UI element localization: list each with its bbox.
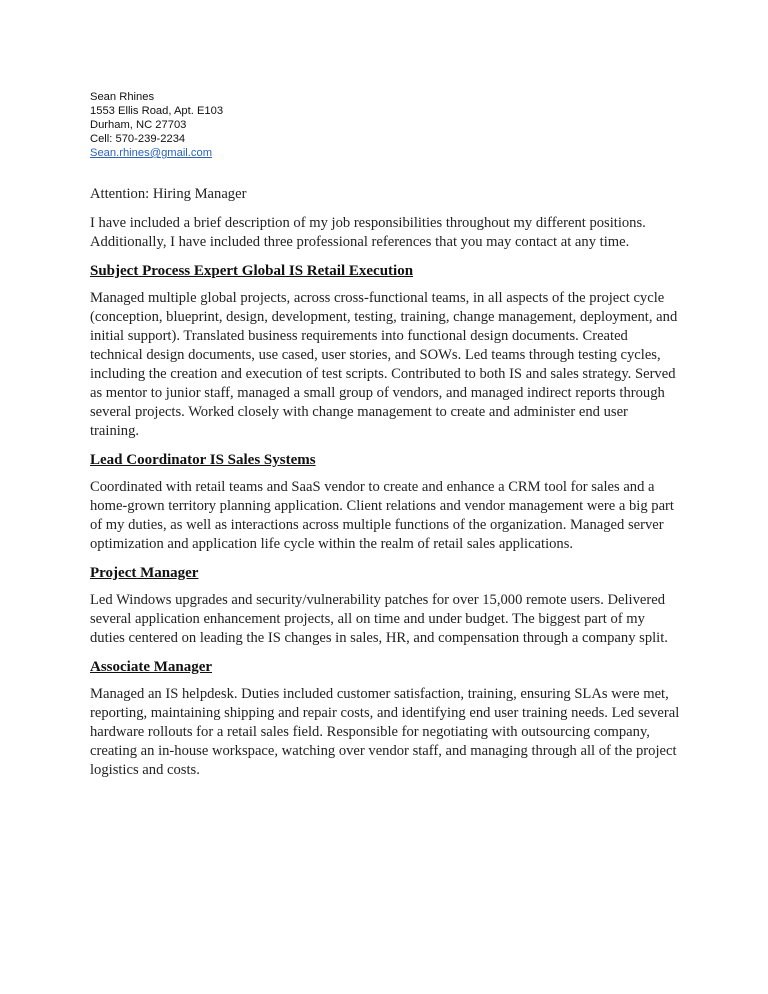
section-title-lead-coordinator: Lead Coordinator IS Sales Systems — [90, 452, 316, 468]
section-body-subject-process-expert: Managed multiple global projects, across cross-functional teams, in all aspects of the project cycle (conception, blueprint, design, development, testing, training, change management, deployment, and initial support). Translated business requirements into functional design documents. Created technical design documents, use cased, user stories, and SOWs. Led teams through testing cycles, including the creation and execution of test scripts. Contributed to both IS and sales strategy. Served as mentor to junior staff, managed a small group of vendors, and managed indirect reports through several projects. Worked closely with change management to create and administer end user training. — [90, 290, 678, 439]
contact-address-line2: Durham, NC 27703 — [90, 119, 187, 131]
intro-paragraph: I have included a brief description of my job responsibilities throughout my different positions. Additionally, I have included three professional references that you may contact at any time. — [90, 215, 646, 250]
section-title-associate-manager: Associate Manager — [90, 659, 213, 675]
section-title-project-manager: Project Manager — [90, 565, 199, 581]
section-body-lead-coordinator: Coordinated with retail teams and SaaS vendor to create and enhance a CRM tool for sales and a home-grown territory planning application. Client relations and vendor management were a big part of my duties, as well as interactions across multiple functions of the organization. Managed server optimization and application life cycle within the realm of retail sales applications. — [90, 479, 674, 552]
section-body-associate-manager: Managed an IS helpdesk. Duties included customer satisfaction, training, ensuring SLAs were met, reporting, maintaining shipping and repair costs, and identifying end user training needs. Led several hardware rollouts for a retail sales field. Responsible for negotiating with outsourcing company, creating an in-house workspace, watching over vendor staff, and managing through all of the project logistics and costs. — [90, 686, 680, 778]
contact-name: Sean Rhines — [90, 91, 155, 103]
contact-cell: Cell: 570-239-2234 — [90, 133, 186, 145]
contact-block — [90, 90, 680, 160]
letter-page — [90, 90, 680, 780]
section-body-project-manager: Led Windows upgrades and security/vulnerability patches for over 15,000 remote users. Delivered several application enhancement projects, all on time and under budget. The biggest part of my duties centered on leading the IS changes in sales, HR, and compensation through a company split. — [90, 592, 668, 646]
contact-address-line1: 1553 Ellis Road, Apt. E103 — [90, 105, 224, 117]
section-title-subject-process-expert: Subject Process Expert Global IS Retail Execution — [90, 263, 414, 279]
attention-line: Attention: Hiring Manager — [90, 186, 247, 202]
contact-email-link[interactable]: Sean.rhines@gmail.com — [90, 147, 213, 159]
